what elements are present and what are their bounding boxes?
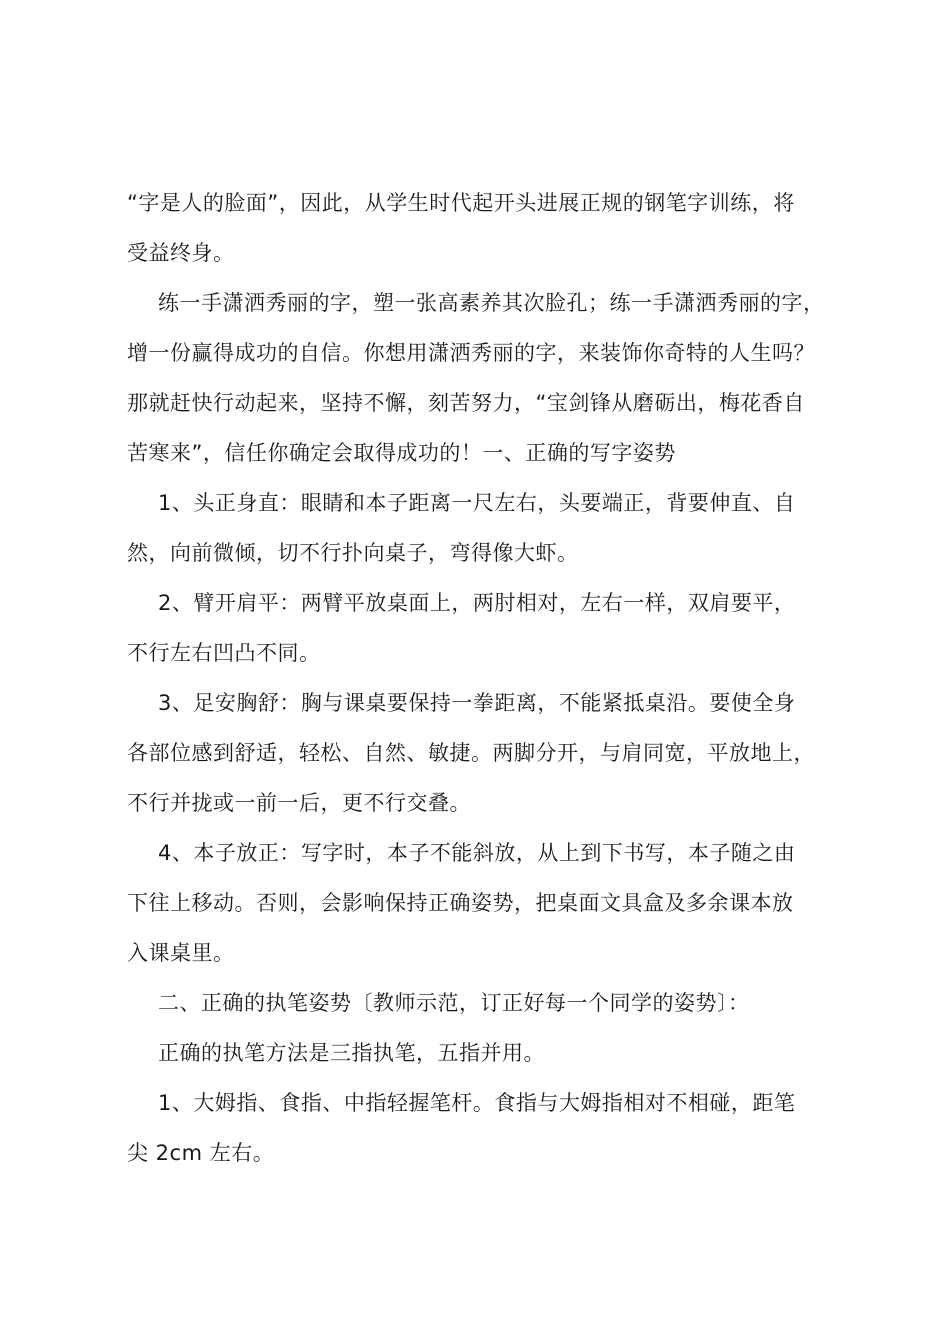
- text-line: 尖 2cm 左右。: [127, 1141, 275, 1165]
- text-line: 二、正确的执笔姿势〔教师示范，订正好每一个同学的姿势〕：: [158, 991, 750, 1015]
- text-line: 苦寒来”，信任你确定会取得成功的！一、正确的写字姿势: [127, 441, 676, 465]
- text-line: 那就赶快行动起来，坚持不懈，刻苦努力，“宝剑锋从磨砺出，梅花香自: [127, 391, 805, 415]
- text-line: 2、臂开肩平：两臂平放桌面上，两肘相对，左右一样，双肩要平，: [158, 591, 796, 615]
- text-line: 入课桌里。: [127, 941, 235, 965]
- text-line: 增一份赢得成功的自信。你想用潇洒秀丽的字，来装饰你奇特的人生吗？: [127, 341, 815, 365]
- text-line: 3、足安胸舒：胸与课桌要保持一拳距离，不能紧抵桌沿。要使全身: [158, 691, 796, 715]
- text-line: 4、本子放正：写字时，本子不能斜放，从上到下书写，本子随之由: [158, 841, 796, 865]
- text-line: 各部位感到舒适，轻松、自然、敏捷。两脚分开，与肩同宽，平放地上，: [127, 741, 815, 765]
- text-line: “字是人的脸面”，因此，从学生时代起开头进展正规的钢笔字训练，将: [127, 191, 795, 215]
- text-line: 1、大姆指、食指、中指轻握笔杆。食指与大姆指相对不相碰，距笔: [158, 1091, 796, 1115]
- text-line: 不行并拢或一前一后，更不行交叠。: [127, 791, 471, 815]
- text-line: 下往上移动。否则，会影响保持正确姿势，把桌面文具盒及多余课本放: [127, 891, 794, 915]
- text-line: 受益终身。: [127, 241, 235, 265]
- text-line: 然，向前微倾，切不行扑向桌子，弯得像大虾。: [127, 541, 579, 565]
- text-line: 正确的执笔方法是三指执笔，五指并用。: [158, 1041, 545, 1065]
- text-line: 1、头正身直：眼睛和本子距离一尺左右，头要端正，背要伸直、自: [158, 491, 796, 515]
- text-line: 练一手潇洒秀丽的字，塑一张高素养其次脸孔；练一手潇洒秀丽的字，: [158, 291, 825, 315]
- text-line: 不行左右凹凸不同。: [127, 641, 321, 665]
